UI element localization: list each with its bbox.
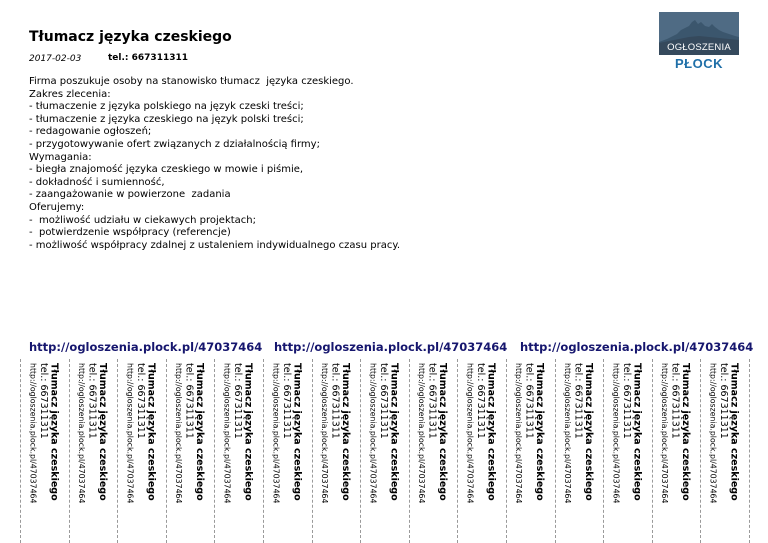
strip-phone: tel.: 667311311 [377, 363, 389, 439]
strip-title: Tłumacz języka czeskiego [194, 363, 206, 501]
ad-date: 2017-02-03 [29, 54, 82, 64]
strip-title: Tłumacz języka czeskiego [388, 363, 400, 501]
tear-off-strip [603, 359, 652, 543]
strip-url: http://ogloszenia.plock.pl/47037464 [660, 363, 670, 504]
strip-phone: tel.: 667311311 [475, 363, 487, 439]
strip-title: Tłumacz języka czeskiego [582, 363, 594, 501]
tear-off-strip [506, 359, 555, 543]
tear-off-strip [117, 359, 166, 543]
ad-links [0, 340, 768, 356]
tear-off-strip [263, 359, 312, 543]
strip-url: http://ogloszenia.plock.pl/47037464 [222, 363, 232, 504]
tear-off-strip [214, 359, 263, 543]
tear-off-strip [700, 359, 750, 543]
tear-off-strip [69, 359, 118, 543]
strip-phone: tel.: 667311311 [329, 363, 341, 439]
strip-title: Tłumacz języka czeskiego [242, 363, 254, 501]
strip-url: http://ogloszenia.plock.pl/47037464 [125, 363, 135, 504]
description-line: - biegła znajomość języka czeskiego w mowie i piśmie, [29, 164, 304, 176]
strip-url: http://ogloszenia.plock.pl/47037464 [417, 363, 427, 504]
description-line: - dokładność i sumienność, [29, 176, 165, 188]
description-line: - przygotowywanie ofert związanych z działalnością firmy; [29, 138, 320, 150]
strip-title: Tłumacz języka czeskiego [339, 363, 351, 501]
tear-off-strip [457, 359, 506, 543]
tear-off-strip [312, 359, 361, 543]
description-line: - tłumaczenie z języka czeskiego na język polski treści; [29, 113, 304, 125]
strip-title: Tłumacz języka czeskiego [96, 363, 108, 501]
description-line: - możliwość udziału w ciekawych projektach; [29, 214, 256, 226]
strip-phone: tel.: 667311311 [718, 363, 730, 439]
strip-phone: tel.: 667311311 [232, 363, 244, 439]
strip-url: http://ogloszenia.plock.pl/47037464 [76, 363, 86, 504]
strip-phone: tel.: 667311311 [37, 363, 49, 439]
strip-url: http://ogloszenia.plock.pl/47037464 [465, 363, 475, 504]
logo-city: PŁOCK [675, 56, 723, 71]
tear-off-strip [166, 359, 215, 543]
strip-url: http://ogloszenia.plock.pl/47037464 [368, 363, 378, 504]
tear-off-strip [20, 359, 69, 543]
strip-phone: tel.: 667311311 [426, 363, 438, 439]
description-line: Zakres zlecenia: [29, 88, 111, 100]
strip-phone: tel.: 667311311 [183, 363, 195, 439]
description-line: - potwierdzenie współpracy (referencje) [29, 227, 231, 239]
strip-title: Tłumacz języka czeskiego [680, 363, 692, 501]
logo-caption: OGŁOSZENIA [667, 42, 731, 53]
strip-url: http://ogloszenia.plock.pl/47037464 [174, 363, 184, 504]
strip-phone: tel.: 667311311 [669, 363, 681, 439]
strip-url: http://ogloszenia.plock.pl/47037464 [28, 363, 38, 504]
description-line: Oferujemy: [29, 201, 85, 213]
strip-title: Tłumacz języka czeskiego [437, 363, 449, 501]
logo-box [659, 12, 739, 55]
site-logo[interactable] [659, 12, 739, 71]
strip-url: http://ogloszenia.plock.pl/47037464 [611, 363, 621, 504]
strip-phone: tel.: 667311311 [134, 363, 146, 439]
ad-title: Tłumacz języka czeskiego [29, 29, 232, 45]
strip-title: Tłumacz języka czeskiego [534, 363, 546, 501]
strip-title: Tłumacz języka czeskiego [485, 363, 497, 501]
ad-description [29, 76, 589, 252]
strip-url: http://ogloszenia.plock.pl/47037464 [271, 363, 281, 504]
description-line: - redagowanie ogłoszeń; [29, 126, 152, 138]
ad-link[interactable]: http://ogloszenia.plock.pl/47037464 [29, 340, 263, 354]
description-line: Wymagania: [29, 151, 92, 163]
strip-title: Tłumacz języka czeskiego [728, 363, 740, 501]
description-line: - zaangażowanie w powierzone zadania [29, 189, 231, 201]
strip-phone: tel.: 667311311 [572, 363, 584, 439]
strip-phone: tel.: 667311311 [86, 363, 98, 439]
strip-title: Tłumacz języka czeskiego [48, 363, 60, 501]
tear-off-strips [20, 359, 750, 543]
ad-link[interactable]: http://ogloszenia.plock.pl/47037464 [274, 340, 508, 354]
tear-off-strip [360, 359, 409, 543]
strip-url: http://ogloszenia.plock.pl/47037464 [319, 363, 329, 504]
tear-off-strip [652, 359, 701, 543]
strip-url: http://ogloszenia.plock.pl/47037464 [708, 363, 718, 504]
ad-phone: tel.: 667311311 [108, 53, 189, 63]
ad-link[interactable]: http://ogloszenia.plock.pl/47037464 [520, 340, 754, 354]
description-line: - tłumaczenie z języka polskiego na język czeski treści; [29, 101, 304, 113]
strip-phone: tel.: 667311311 [620, 363, 632, 439]
strip-url: http://ogloszenia.plock.pl/47037464 [514, 363, 524, 504]
tear-off-strip [409, 359, 458, 543]
strip-phone: tel.: 667311311 [523, 363, 535, 439]
strip-phone: tel.: 667311311 [280, 363, 292, 439]
description-line: - możliwość współpracy zdalnej z ustaleniem indywidualnego czasu pracy. [29, 239, 401, 251]
strip-title: Tłumacz języka czeskiego [631, 363, 643, 501]
description-line: Firma poszukuje osoby na stanowisko tłumacz języka czeskiego. [29, 76, 354, 87]
strip-title: Tłumacz języka czeskiego [291, 363, 303, 501]
strip-url: http://ogloszenia.plock.pl/47037464 [562, 363, 572, 504]
tear-off-strip [555, 359, 604, 543]
strip-title: Tłumacz języka czeskiego [145, 363, 157, 501]
